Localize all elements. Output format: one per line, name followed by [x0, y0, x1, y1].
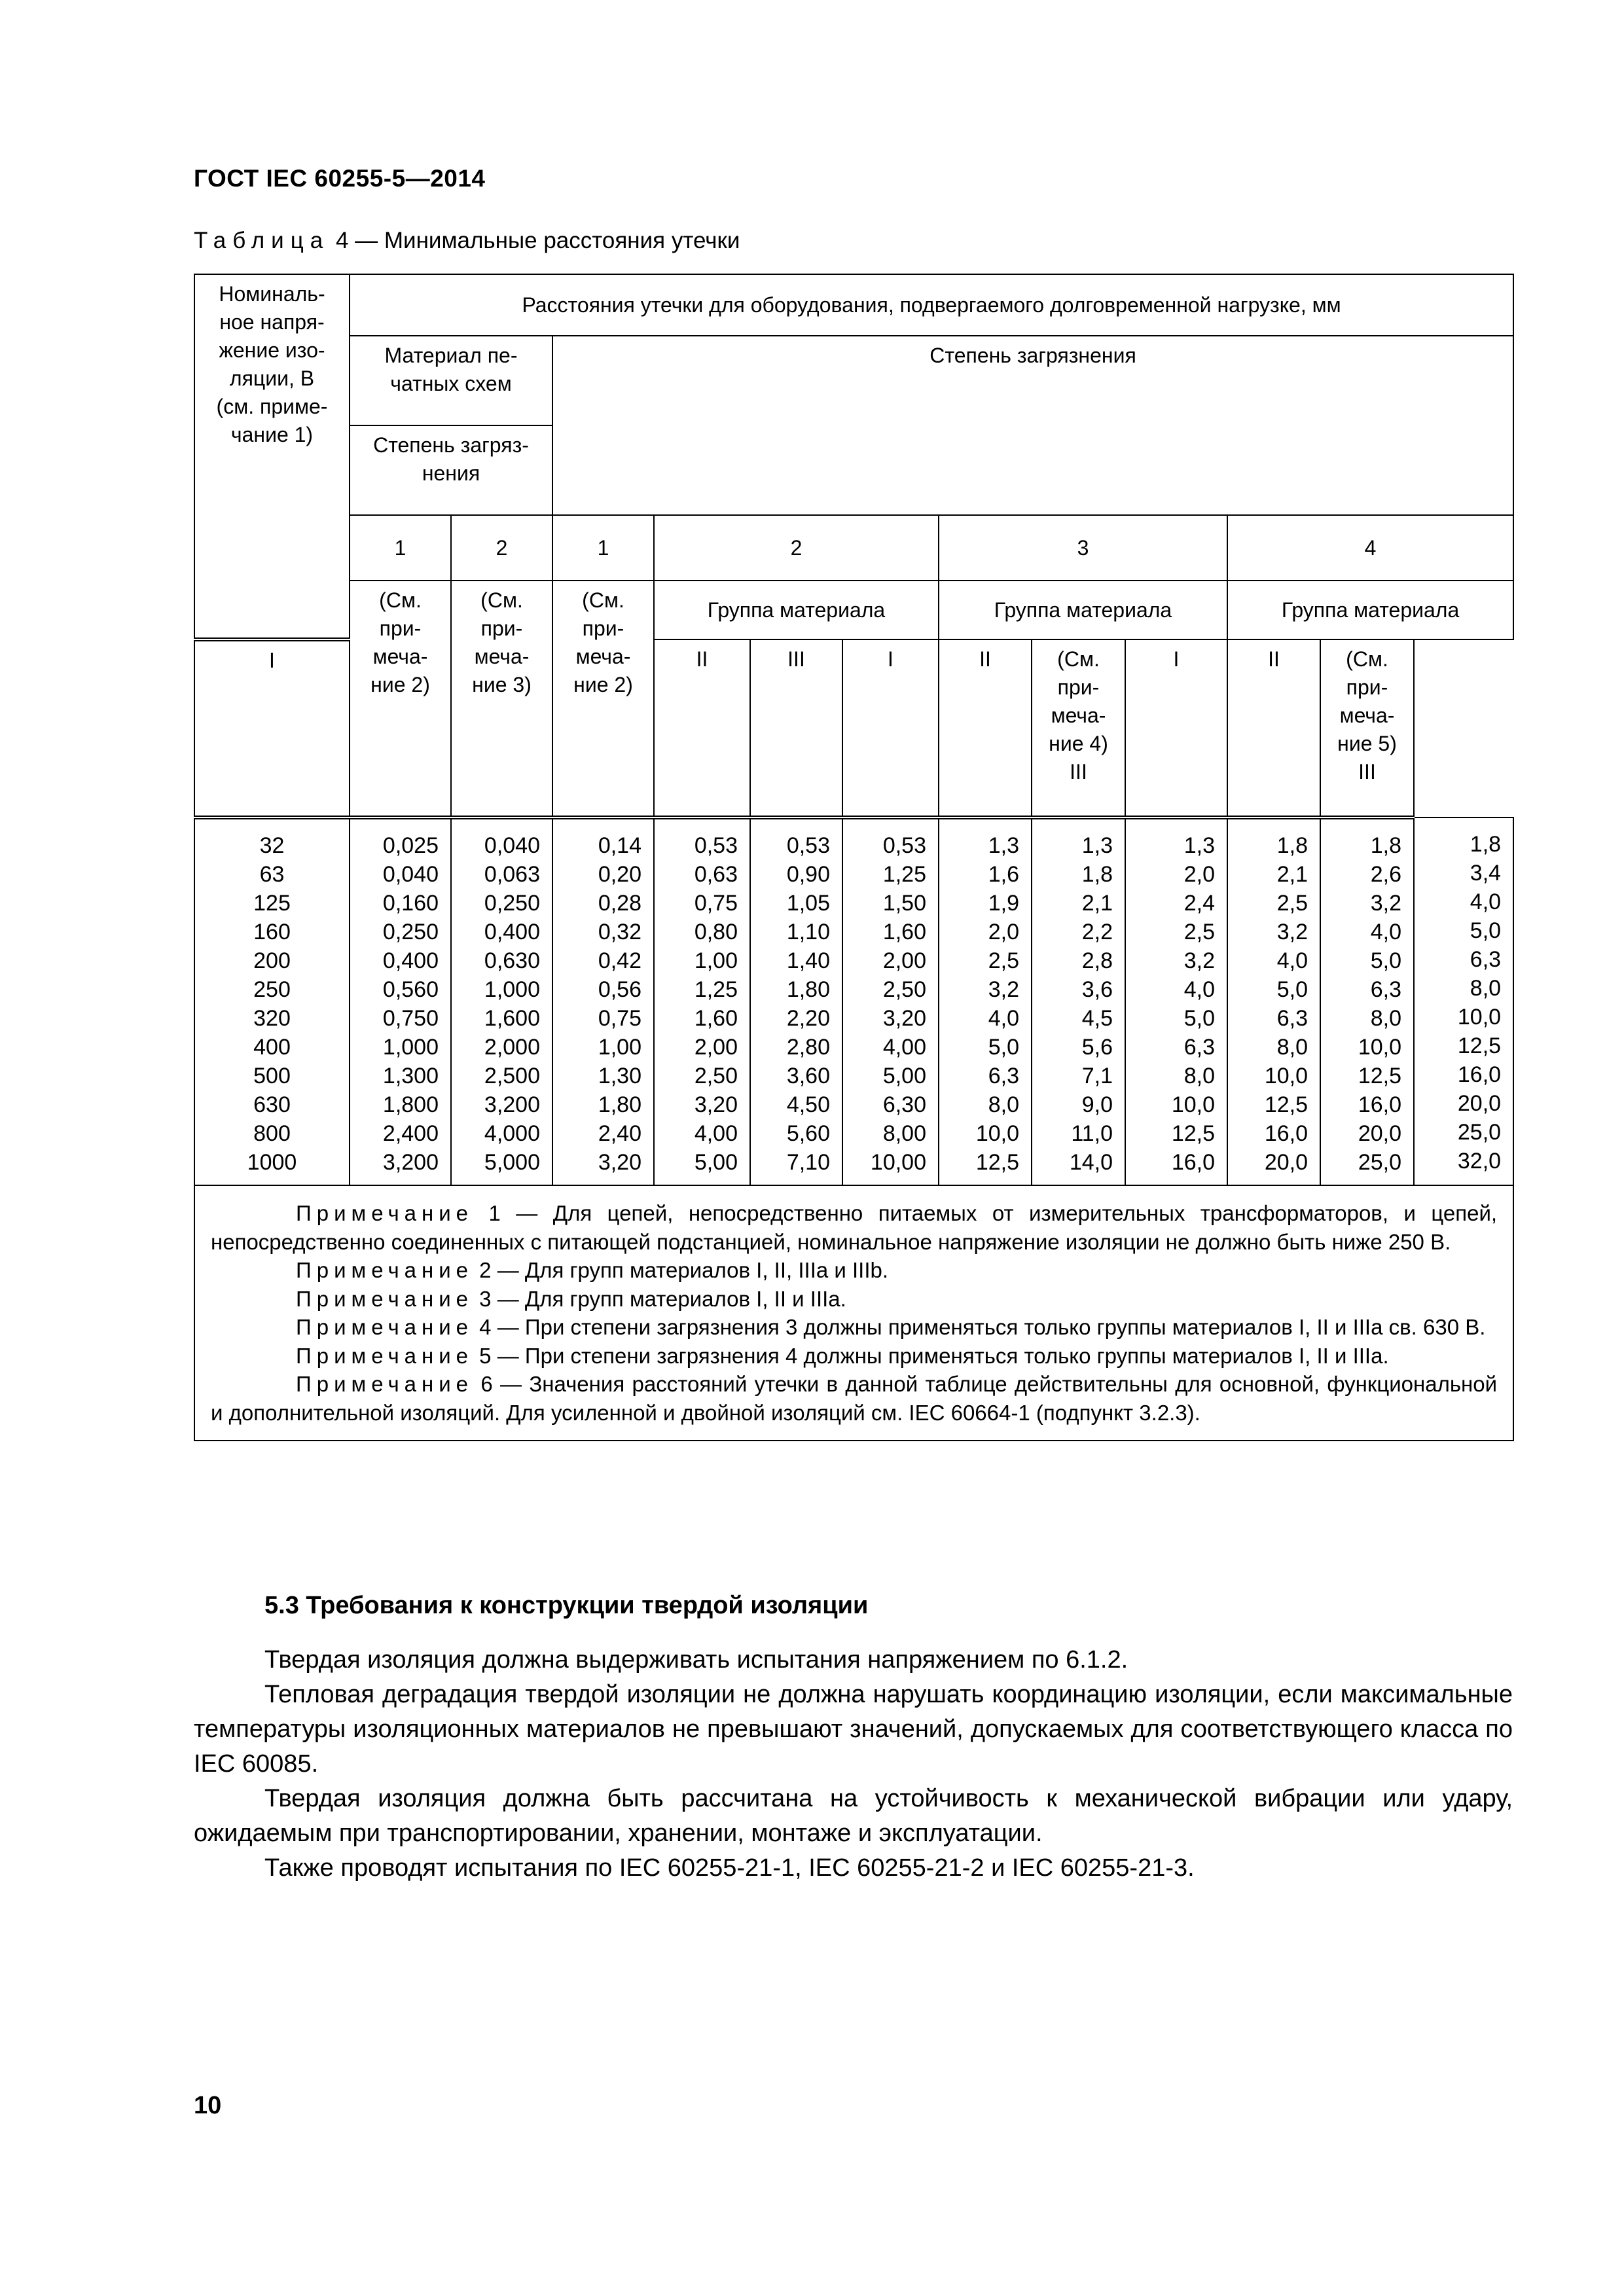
material-group-header: Группа материала	[939, 581, 1227, 639]
data-column	[1032, 817, 1125, 1185]
data-row	[194, 817, 1513, 1185]
section-body	[194, 1643, 1513, 1886]
table-cell: 1,8	[1081, 862, 1113, 887]
group-header: III	[750, 639, 842, 817]
table-cell: 1,800	[382, 1092, 439, 1117]
table-cell: 2,1	[1276, 862, 1308, 887]
table-cell: 4,0	[1470, 889, 1502, 914]
table-cell: 1,300	[382, 1064, 439, 1088]
table-cell: 3,60	[786, 1064, 830, 1088]
table-cell: 0,42	[598, 948, 641, 973]
table-cell: 5,60	[786, 1121, 830, 1146]
table-cell: 4,0	[1370, 920, 1401, 944]
table-cell: 1,80	[786, 977, 830, 1002]
data-column	[1227, 817, 1320, 1185]
table-cell: 0,040	[484, 833, 540, 858]
table-cell: 6,3	[1276, 1006, 1308, 1031]
table-cell: 32	[259, 833, 285, 858]
table-cell: 4,0	[1183, 977, 1215, 1002]
material-group-header: Группа материала	[654, 581, 939, 639]
table-note: Примечание 4 — При степени загрязнения 3 должны применяться только группы материалов I, II и IIIa св. 630 В.	[296, 1315, 1486, 1339]
group-header-note5: (См. при- меча- ние 5) III	[1320, 639, 1414, 817]
data-column	[350, 817, 451, 1185]
table-cell: 0,560	[382, 977, 439, 1002]
degree-header: 2	[451, 515, 552, 581]
table-cell: 2,5	[1183, 920, 1215, 944]
table-cell: 12,5	[1264, 1092, 1308, 1117]
table-cell: 0,75	[598, 1006, 641, 1031]
table-cell: 3,2	[1276, 920, 1308, 944]
table-note: Примечание 3 — Для групп материалов I, II и IIIa.	[296, 1286, 846, 1311]
table-cell: 2,000	[484, 1035, 540, 1060]
table-cell: 7,1	[1081, 1064, 1113, 1088]
data-column	[552, 817, 654, 1185]
table-cell: 3,4	[1470, 861, 1502, 886]
table-cell: 10,0	[1358, 1035, 1401, 1060]
table-cell: 8,00	[882, 1121, 926, 1146]
table-cell: 3,20	[694, 1092, 738, 1117]
data-column	[939, 817, 1032, 1185]
group-header: I	[842, 639, 939, 817]
table-cell: 2,0	[988, 920, 1019, 944]
data-column	[194, 817, 350, 1185]
table-cell: 14,0	[1069, 1150, 1113, 1175]
data-column	[842, 817, 939, 1185]
table-cell: 63	[259, 862, 285, 887]
table-cell: 8,0	[1276, 1035, 1308, 1060]
table-cell: 1,50	[882, 891, 926, 916]
pcb-material-header: Материал пе- чатных схем	[350, 336, 552, 425]
table-cell: 200	[253, 948, 291, 973]
table-cell: 4,00	[882, 1035, 926, 1060]
group-header: I	[194, 639, 350, 817]
table-note: Примечание 5 — При степени загрязнения 4 должны применяться только группы материалов I, II и IIIa.	[296, 1343, 1389, 1368]
table-cell: 0,53	[786, 833, 830, 858]
table-cell: 16,0	[1358, 1092, 1401, 1117]
pollution-degree-header: Степень загрязнения	[552, 336, 1513, 515]
data-column	[1125, 817, 1227, 1185]
table-cell: 400	[253, 1035, 291, 1060]
table-cell: 7,10	[786, 1150, 830, 1175]
table-notes	[194, 1185, 1513, 1441]
data-column	[654, 817, 750, 1185]
table-cell: 12,5	[1457, 1033, 1502, 1058]
table-cell: 1,3	[988, 833, 1019, 858]
creepage-table	[194, 274, 1514, 1441]
table-note: Примечание 6 — Значения расстояний утечки в данной таблице действительны для основной, функциональной и дополнительной изоляций. Для усиленной и двойной изоляций см. IEC 60664-1 (подпункт 3.2.3).	[211, 1372, 1498, 1425]
table-note: Примечание 2 — Для групп материалов I, II, IIIa и IIIb.	[296, 1258, 889, 1282]
table-cell: 1,60	[882, 920, 926, 944]
table-cell: 4,0	[1276, 948, 1308, 973]
table-note: Примечание 1 — Для цепей, непосредственно питаемых от измерительных трансформаторов, и цепей, непосредственно соединенных с питающей подстанцией, номинальное напряжение изоляции не должно быть ниже 250 В.	[211, 1201, 1498, 1254]
material-group-header: Группа материала	[1227, 581, 1513, 639]
table-cell: 3,20	[882, 1006, 926, 1031]
group-header: I	[1125, 639, 1227, 817]
table-cell: 12,5	[1358, 1064, 1401, 1088]
table-cell: 1,000	[382, 1035, 439, 1060]
pcb-pollution-degree-header: Степень загряз- нения	[350, 425, 552, 515]
table-cell: 4,5	[1081, 1006, 1113, 1031]
table-cell: 20,0	[1264, 1150, 1308, 1175]
table-cell: 1,00	[598, 1035, 641, 1060]
table-cell: 1,30	[598, 1064, 641, 1088]
table-cell: 1,8	[1470, 832, 1502, 857]
section-title: 5.3 Требования к конструкции твердой изоляции	[264, 1592, 869, 1619]
table-cell: 1,3	[1183, 833, 1215, 858]
table-cell: 2,500	[484, 1064, 540, 1088]
table-cell: 2,0	[1183, 862, 1215, 887]
table-cell: 5,0	[1183, 1006, 1215, 1031]
table-cell: 4,0	[988, 1006, 1019, 1031]
table-cell: 0,750	[382, 1006, 439, 1031]
group-header: II	[939, 639, 1032, 817]
table-cell: 320	[253, 1006, 291, 1031]
table-cell: 1,8	[1370, 833, 1401, 858]
table-cell: 3,200	[382, 1150, 439, 1175]
table-cell: 4,50	[786, 1092, 830, 1117]
table-cell: 0,20	[598, 862, 641, 887]
table-cell: 500	[253, 1064, 291, 1088]
table-cell: 5,0	[1276, 977, 1308, 1002]
table-cell: 2,00	[694, 1035, 738, 1060]
table-cell: 25,0	[1457, 1120, 1502, 1145]
table-cell: 2,8	[1081, 948, 1113, 973]
paragraph: Твердая изоляция должна быть рассчитана на устойчивость к механической вибрации или удару, ожидаемым при транспортировании, хранении, монтаже и эксплуатации.	[194, 1785, 1513, 1847]
table-cell: 5,0	[1370, 948, 1401, 973]
table-cell: 11,0	[1071, 1121, 1113, 1146]
table-cell: 12,5	[975, 1150, 1019, 1175]
table-cell: 1,80	[598, 1092, 641, 1117]
table-cell: 4,000	[484, 1121, 540, 1146]
table-cell: 6,3	[1370, 977, 1401, 1002]
degree-header: 2	[654, 515, 939, 581]
table-cell: 10,0	[975, 1121, 1019, 1146]
table-cell: 0,80	[694, 920, 738, 944]
note-ref-cell: (См. при- меча- ние 2)	[350, 581, 451, 817]
table-cell: 2,2	[1081, 920, 1113, 944]
table-cell: 8,0	[988, 1092, 1019, 1117]
table-caption-label: Таблица	[194, 228, 330, 253]
table-cell: 0,90	[786, 862, 830, 887]
table-cell: 3,20	[598, 1150, 641, 1175]
table-cell: 2,50	[694, 1064, 738, 1088]
table-cell: 0,630	[484, 948, 540, 973]
table-cell: 0,14	[598, 833, 641, 858]
table-cell: 25,0	[1358, 1150, 1401, 1175]
table-cell: 1,60	[694, 1006, 738, 1031]
table-cell: 32,0	[1457, 1149, 1502, 1174]
table-cell: 6,3	[1470, 947, 1502, 972]
table-caption-text: 4 — Минимальные расстояния утечки	[329, 228, 740, 253]
table-cell: 0,75	[694, 891, 738, 916]
table-cell: 2,1	[1081, 891, 1113, 916]
table-cell: 3,200	[484, 1092, 540, 1117]
table-cell: 5,6	[1081, 1035, 1113, 1060]
degree-header: 1	[350, 515, 451, 581]
table-cell: 2,20	[786, 1006, 830, 1031]
table-cell: 250	[253, 977, 291, 1002]
table-cell: 160	[253, 920, 291, 944]
table-cell: 2,80	[786, 1035, 830, 1060]
data-column	[1414, 817, 1513, 1185]
table-cell: 2,00	[882, 948, 926, 973]
paragraph: Также проводят испытания по IEC 60255-21-1, IEC 60255-21-2 и IEC 60255-21-3.	[264, 1854, 1195, 1882]
note-ref-cell: (См. при- меча- ние 2)	[552, 581, 654, 817]
table-cell: 5,0	[988, 1035, 1019, 1060]
table-cell: 1,00	[694, 948, 738, 973]
table-cell: 5,00	[694, 1150, 738, 1175]
table-cell: 6,30	[882, 1092, 926, 1117]
table-cell: 20,0	[1457, 1091, 1502, 1116]
table-cell: 630	[253, 1092, 291, 1117]
table-cell: 0,53	[694, 833, 738, 858]
data-column	[750, 817, 842, 1185]
table-cell: 2,40	[598, 1121, 641, 1146]
table-cell: 1,05	[786, 891, 830, 916]
table-cell: 0,025	[382, 833, 439, 858]
table-cell: 800	[253, 1121, 291, 1146]
table-cell: 9,0	[1081, 1092, 1113, 1117]
table-cell: 8,0	[1470, 976, 1502, 1001]
table-cell: 6,3	[988, 1064, 1019, 1088]
table-cell: 10,00	[870, 1150, 926, 1175]
table-cell: 125	[253, 891, 291, 916]
table-cell: 2,4	[1183, 891, 1215, 916]
table-cell: 10,0	[1264, 1064, 1308, 1088]
table-cell: 1,25	[694, 977, 738, 1002]
table-cell: 1,6	[988, 862, 1019, 887]
table-cell: 2,6	[1370, 862, 1401, 887]
table-cell: 5,000	[484, 1150, 540, 1175]
table-cell: 5,00	[882, 1064, 926, 1088]
table-cell: 1000	[247, 1150, 297, 1175]
table-cell: 1,600	[484, 1006, 540, 1031]
voltage-column-header: Номиналь- ное напря- жение изо- ляции, В (см. приме- чание 1)	[194, 274, 350, 639]
table-cell: 5,0	[1470, 918, 1502, 943]
table-cell: 6,3	[1183, 1035, 1215, 1060]
degree-header: 1	[552, 515, 654, 581]
table-cell: 3,6	[1081, 977, 1113, 1002]
table-cell: 4,00	[694, 1121, 738, 1146]
table-cell: 0,040	[382, 862, 439, 887]
table-cell: 16,0	[1171, 1150, 1215, 1175]
table-cell: 3,2	[988, 977, 1019, 1002]
table-cell: 3,2	[1183, 948, 1215, 973]
table-cell: 0,250	[382, 920, 439, 944]
table-cell: 0,250	[484, 891, 540, 916]
table-cell: 1,9	[988, 891, 1019, 916]
table-cell: 0,400	[382, 948, 439, 973]
table-cell: 0,063	[484, 862, 540, 887]
table-cell: 0,63	[694, 862, 738, 887]
paragraph: Твердая изоляция должна выдерживать испытания напряжением по 6.1.2.	[264, 1646, 1128, 1674]
creepage-header: Расстояния утечки для оборудования, подвергаемого долговременной нагрузке, мм	[350, 274, 1513, 336]
table-cell: 8,0	[1183, 1064, 1215, 1088]
group-header: II	[1227, 639, 1320, 817]
table-cell: 16,0	[1457, 1062, 1502, 1087]
group-header: II	[654, 639, 750, 817]
degree-header: 4	[1227, 515, 1513, 581]
degree-header: 3	[939, 515, 1227, 581]
table-cell: 0,400	[484, 920, 540, 944]
paragraph: Тепловая деградация твердой изоляции не должна нарушать координацию изоляции, если максимальные температуры изоляционных материалов не превышают значений, допускаемых для соответствующего класса по IEC 60085.	[194, 1681, 1513, 1778]
table-cell: 10,0	[1171, 1092, 1215, 1117]
data-column	[1320, 817, 1414, 1185]
table-cell: 0,56	[598, 977, 641, 1002]
table-cell: 1,10	[786, 920, 830, 944]
table-cell: 2,5	[1276, 891, 1308, 916]
note-ref-cell: (См. при- меча- ние 3)	[451, 581, 552, 817]
document-header: ГОСТ IEC 60255-5—2014	[194, 165, 486, 192]
table-cell: 0,160	[382, 891, 439, 916]
table-cell: 10,0	[1457, 1005, 1502, 1030]
table-cell: 0,53	[882, 833, 926, 858]
table-cell: 1,8	[1276, 833, 1308, 858]
table-cell: 16,0	[1264, 1121, 1308, 1146]
table-cell: 2,5	[988, 948, 1019, 973]
table-cell: 1,3	[1081, 833, 1113, 858]
group-header-note4: (См. при- меча- ние 4) III	[1032, 639, 1125, 817]
table-cell: 12,5	[1171, 1121, 1215, 1146]
table-cell: 1,000	[484, 977, 540, 1002]
table-cell: 2,400	[382, 1121, 439, 1146]
table-cell: 8,0	[1370, 1006, 1401, 1031]
page-number: 10	[194, 2092, 222, 2119]
data-column	[451, 817, 552, 1185]
table-caption	[194, 228, 740, 254]
table-cell: 1,25	[882, 862, 926, 887]
table-cell: 3,2	[1370, 891, 1401, 916]
table-cell: 1,40	[786, 948, 830, 973]
table-cell: 0,32	[598, 920, 641, 944]
table-cell: 2,50	[882, 977, 926, 1002]
table-cell: 20,0	[1358, 1121, 1401, 1146]
table-cell: 0,28	[598, 891, 641, 916]
